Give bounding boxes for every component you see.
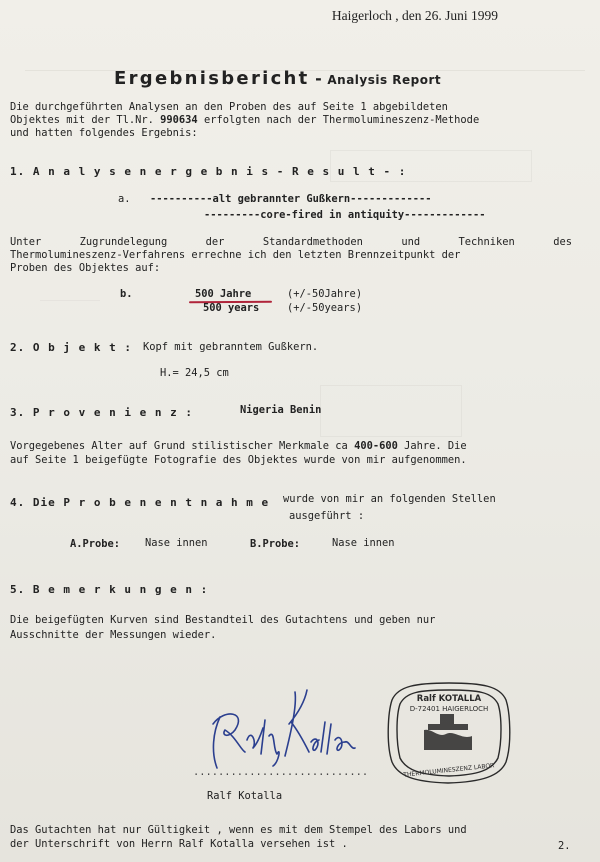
result-a-line-2: ---------core-fired in antiquity------------- [204, 209, 486, 221]
section-5-heading: 5. B e m e r k u n g e n : [10, 583, 209, 596]
title-separator: - [309, 69, 328, 88]
result-b-value-en: 500 years [203, 302, 260, 314]
method-para-line-3: Proben des Objektes auf: [10, 262, 161, 274]
validity-line-2: der Unterschrift von Herrn Ralf Kotalla versehen ist . [10, 838, 348, 850]
method-para-line-1: Unter Zugrundelegung der Standardmethoden und Techniken des [10, 236, 572, 248]
stylistic-age: 400-600 [354, 440, 398, 452]
sampling-text-1: wurde von mir an folgenden Stellen [283, 493, 496, 505]
result-b-value-de: 500 Jahre [195, 288, 252, 300]
page-number: 2. [558, 840, 571, 852]
provenance-value: Nigeria Benin [240, 404, 322, 416]
document-title [114, 68, 441, 89]
place-date: Haigerloch , den 26. Juni 1999 [331, 8, 498, 23]
result-a-line-1: ----------alt gebrannter Gußkern------------- [150, 193, 432, 205]
object-description: Kopf mit gebranntem Gußkern. [143, 341, 319, 353]
object-height: H.= 24,5 cm [160, 367, 229, 379]
sample-a-value: Nase innen [145, 537, 208, 549]
provenance-line-2: auf Seite 1 beigefügte Fotografie des Objektes wurde von mir aufgenommen. [10, 454, 467, 466]
validity-line-1: Das Gutachten hat nur Gültigkeit , wenn es mit dem Stempel des Labors und [10, 824, 467, 836]
remarks-line-2: Ausschnitte der Messungen wieder. [10, 629, 217, 641]
section-2-heading: 2. O b j e k t : [10, 341, 132, 354]
provenance-line-1: Vorgegebenes Alter auf Grund stilistischer Merkmale ca 400-600 Jahre. Die [10, 440, 467, 452]
tl-number: 990634 [160, 114, 198, 126]
method-para-line-2: Thermolumineszenz-Verfahrens errechne ich den letzten Brennzeitpunkt der [10, 249, 461, 261]
sampling-text-2: ausgeführt : [289, 510, 365, 522]
result-b-label: b. [120, 288, 133, 300]
stamp-lab: THERMOLUMINESZENZ LABOR [403, 762, 495, 779]
intro-line-2: Objektes mit der Tl.Nr. 990634 erfolgten nach der Thermolumineszenz-Methode [10, 114, 480, 126]
section-3-heading: 3. P r o v e n i e n z : [10, 406, 193, 419]
title-sub: Analysis Report [327, 73, 442, 87]
stamp-address: D-72401 HAIGERLOCH [409, 705, 489, 713]
title-main: Ergebnisbericht [114, 68, 310, 89]
remarks-line-1: Die beigefügten Kurven sind Bestandteil des Gutachtens und geben nur [10, 614, 436, 626]
signatory-name: Ralf Kotalla [207, 790, 283, 802]
result-a-label: a. [118, 193, 131, 205]
sample-a-label: A.Probe: [70, 538, 121, 550]
result-b-tolerance-en: (+/-50years) [287, 302, 363, 314]
intro-line-3: und hatten folgendes Ergebnis: [10, 127, 198, 139]
section-1-heading: 1. A n a l y s e n e r g e b n i s - R e s u l t - : [10, 165, 407, 178]
intro-line-1: Die durchgeführten Analysen an den Proben des auf Seite 1 abgebildeten [10, 101, 448, 113]
handwritten-signature [195, 672, 365, 772]
sample-b-label: B.Probe: [250, 538, 301, 550]
sample-b-value: Nase innen [332, 537, 395, 549]
section-4-heading: 4. Die P r o b e n e n t n a h m e [10, 496, 270, 509]
laboratory-stamp [384, 680, 514, 786]
signature-dotted-line: ............................ [193, 766, 369, 778]
stamp-name: Ralf KOTALLA [416, 694, 482, 704]
result-b-tolerance-de: (+/-50Jahre) [287, 288, 363, 300]
